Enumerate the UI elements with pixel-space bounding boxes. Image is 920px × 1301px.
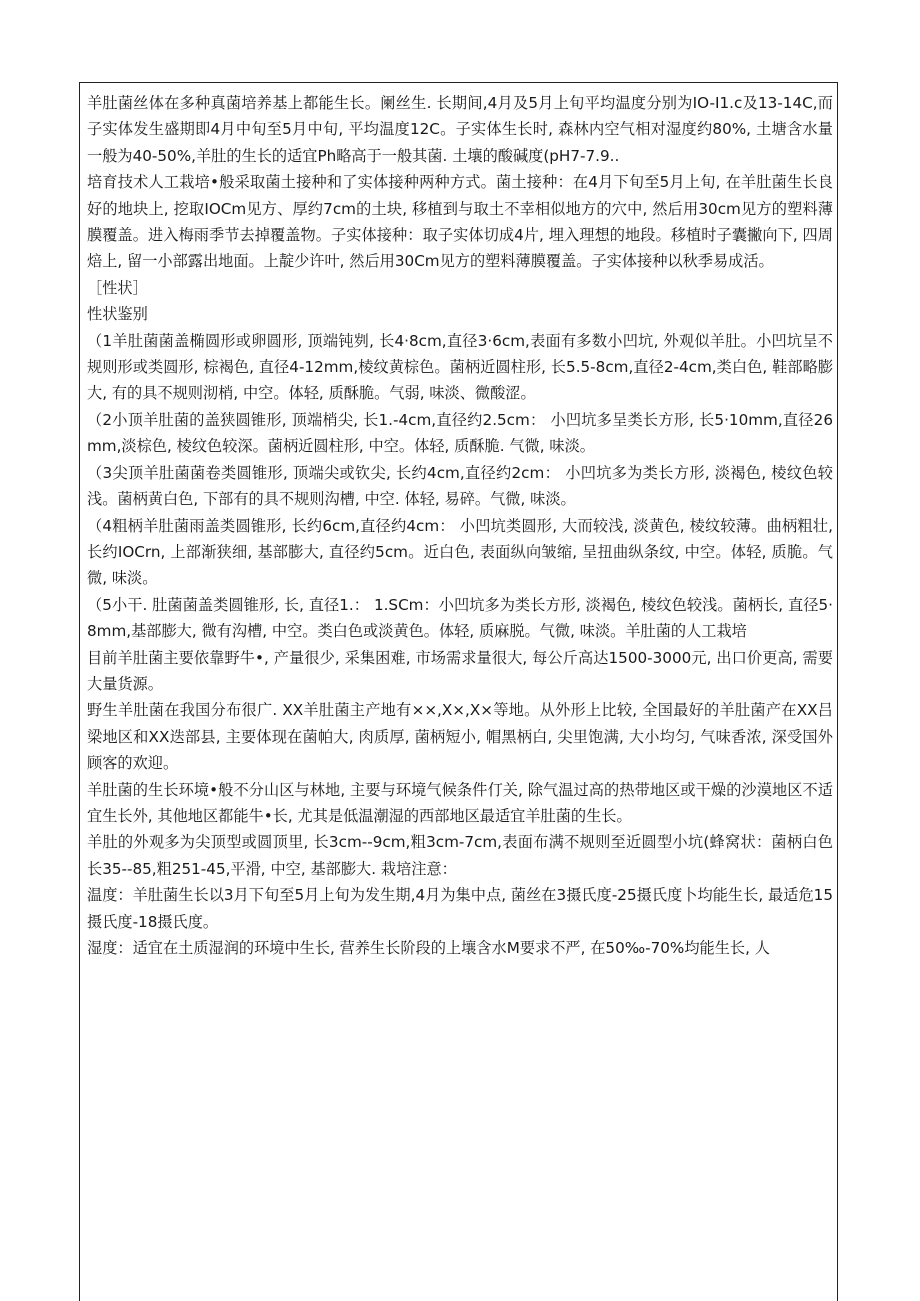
- subheading-identification: 性状鉴别: [87, 305, 148, 324]
- paragraph-environment: 羊肚菌的生长环境•般不分山区与林地, 主要与环境气候条件仃关, 除气温过高的热带地区或干燥的沙漠地区不适宜生长外, 其他地区都能牛•长, 尤其是低温潮湿的西部地区最适宜羊肚菌的生长。: [87, 780, 833, 825]
- paragraph-cultivation-technique: 培育技术人工栽培•般采取菌土接种和了实体接种两种方式。菌土接种：在4月下旬至5月上旬, 在羊肚菌生长良好的地块上, 挖取IOCm见方、厚约7cm的土块, 移植到与取土不幸相似地方的穴中, 然后用30cm见方的塑料薄膜覆盖。进入梅雨季节去掉覆盖物。子实体接种：取子实体切成4片, 埋入理想的地段。移植时子囊撇向下, 四周焙上, 留一小部露出地面。上靛少许叶, 然后用30Cm见方的塑料薄膜覆盖。子实体接种以秋季易成活。: [87, 173, 833, 271]
- paragraph-species-4: （4粗柄羊肚菌雨盖类圆锥形, 长约6cm,直径约4cm： 小凹坑类圆形, 大而较浅, 淡黄色, 棱纹较薄。曲柄粗壮, 长约IOCrn, 上部渐狭细, 基部膨大, 直径约5cm。近白色, 表面纵向皱缩, 呈扭曲纵条纹, 中空。体轻, 质脆。气微, 味淡。: [87, 516, 833, 588]
- paragraph-temperature: 温度：羊肚菌生长以3月下旬至5月上旬为发生期,4月为集中点, 菌丝在3摄氏度-25摄氏度卜均能生长, 最适危15摄氏度-18摄氏度。: [87, 886, 833, 931]
- paragraph-species-1: （1羊肚菌菌盖椭圆形或卵圆形, 顶端钝刿, 长4·8cm,直径3·6cm,表面有多数小凹坑, 外观似羊肚。小凹坑呈不规则形或类圆形, 棕褐色, 直径4-12mm,棱纹黄棕色。菌柄近圆柱形, 长5.5-8cm,直径2-4cm,类白色, 鞋部略膨大, 有的具不规则沏梢, 中空。体轻, 质酥脆。气弱, 味淡、微酸涩。: [87, 331, 833, 403]
- paragraph-growth-conditions: 羊肚菌丝体在多种真菌培养基上都能生长。阑丝生. 长期间,4月及5月上旬平均温度分别为IO-I1.c及13-14C,而子实体发生盛期即4月中旬至5月中旬, 平均温度12C。子实体生长时, 森林内空气相对湿度约80%, 土塘含水量一般为40-50%,羊肚的生长的适宜Ph略高于一般其菌. 土壤的酸碱度(pH7-7.9..: [87, 94, 833, 165]
- paragraph-humidity: 湿度：适宜在土质湿润的环境中生长, 营养生长阶段的上壤含水M要求不严, 在50‰-70%均能生长, 人: [87, 939, 770, 957]
- section-heading-characteristics: ［性状］: [87, 278, 148, 297]
- paragraph-distribution: 野生羊肚菌在我国分布很广. XX羊肚菌主产地有××,X×,X×等地。从外形上比较, 全国最好的羊肚菌产在XX吕梁地区和XX迭部县, 主要体现在菌帕大, 肉质厚, 菌柄短小, 帽黑柄白, 尖里饱满, 大小均匀, 气味香浓, 深受国外顾客的欢迎。: [87, 701, 833, 773]
- paragraph-species-2: （2小顶羊肚菌的盖狭圆锥形, 顶端梢尖, 长1.-4cm,直径约2.5cm： 小凹坑多呈类长方形, 长5·10mm,直径26mm,淡棕色, 棱纹色较深。菌柄近圆柱形, 中空。体轻, 质酥脆. 气微, 味淡。: [87, 410, 833, 456]
- document-body: [87, 90, 833, 961]
- paragraph-appearance: 羊肚的外观多为尖顶型或圆顶里, 长3cm--9cm,粗3cm-7cm,表面布满不规则至近圆型小坑(蜂窝状：菌柄白色长35--85,粗251-45,平滑, 中空, 基部膨大. 栽培注意：: [87, 833, 833, 878]
- paragraph-species-5: （5小干. 肚菌菌盖类圆锥形, 长, 直径1.： 1.SCm：小凹坑多为类长方形, 淡褐色, 棱纹色较浅。菌柄长, 直径5·8mm,基部膨大, 微有沟槽, 中空。类白色或淡黄色。体轻, 质麻脱。气微, 味淡。羊肚菌的人工栽培: [87, 595, 833, 641]
- paragraph-species-3: （3尖顶羊肚菌菌卷类圆锥形, 顶端尖或钦尖, 长约4cm,直径约2cm： 小凹坑多为类长方形, 淡褐色, 棱纹色较浅。菌柄黄白色, 下部有的具不规则沟槽, 中空. 体轻, 易碎。气微, 味淡。: [87, 463, 833, 509]
- paragraph-market: 目前羊肚菌主要依靠野牛•, 产量很少, 采集困难, 市场需求量很大, 每公斤高达1500-3000元, 出口价更高, 需要大量货源。: [87, 648, 833, 693]
